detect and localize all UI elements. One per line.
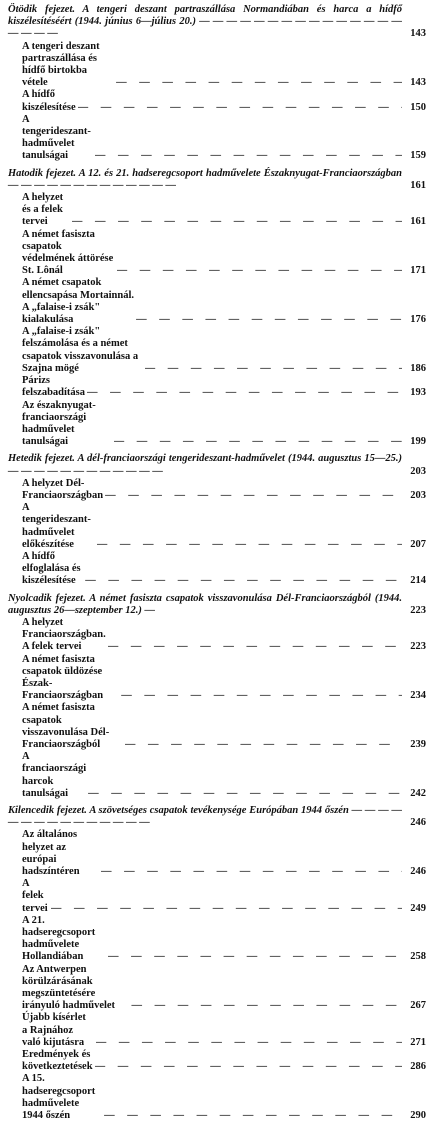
- toc-entry-page-number: 242: [410, 787, 426, 799]
- chapter-heading-text: Kilencedik fejezet. A szövetséges csapatok tevékenysége Európában 1944 őszén — — — — — — — — — — — — — — —: [8, 805, 402, 829]
- dash-leader: [97, 539, 402, 551]
- toc-entry-text: A franciaországi harcok tanulságai: [22, 751, 87, 799]
- dash-leader: [105, 490, 402, 502]
- toc-entry-text: Párizs felszabadítása: [22, 375, 85, 399]
- toc-entry: [8, 878, 426, 915]
- toc-entry-page-number: 258: [410, 951, 426, 963]
- toc-entry: [8, 702, 426, 751]
- toc-entry-page-number: 193: [410, 387, 426, 399]
- toc-entry-text: A helyzet Franciaországban. A felek tervei: [22, 616, 106, 653]
- toc-entry-page-number: 203: [410, 489, 426, 501]
- dash-leader: [117, 265, 402, 277]
- dash-leader: [78, 102, 402, 114]
- chapter-heading-text: Hetedik fejezet. A dél-franciaországi tengerideszant-hadművelet (1944. augusztus 15—25.) — — — — — — — — — — — —: [8, 453, 402, 477]
- toc-entry: [8, 375, 426, 399]
- toc-entry-text: Az általános helyzet az európai hadszíntéren: [22, 829, 80, 878]
- dash-leader: [131, 1000, 402, 1012]
- toc-entry: [8, 229, 426, 278]
- toc-entry: [8, 192, 426, 229]
- toc-entry: [8, 654, 426, 703]
- chapter-heading: [8, 453, 426, 477]
- chapter-heading-text: Ötödik fejezet. A tengeri deszant partraszállása Normandiában és harca a hídfő kiszélesítéséért (1944. június 6—július 20.) — — — — — — — — — — — — — — — — — — —: [8, 4, 402, 40]
- chapter-section: [8, 168, 426, 449]
- toc-entry: [8, 964, 426, 1013]
- toc-entry-page-number: 176: [410, 314, 426, 326]
- toc-entry-page-number: 286: [410, 1061, 426, 1073]
- toc-entry: [8, 41, 426, 90]
- toc-entry: [8, 502, 426, 551]
- toc-entry-page-number: 186: [410, 362, 426, 374]
- toc-entry-text: A német fasiszta csapatok védelmének áttörése St. Lônál: [22, 228, 114, 277]
- toc-entry-text: A német csapatok ellencsapása Mortainnál. A „falaise-i zsák" kialakulása: [22, 277, 134, 326]
- chapter-heading: [8, 593, 426, 617]
- dash-leader: [136, 314, 402, 326]
- chapter-heading-text: Nyolcadik fejezet. A német fasiszta csapatok visszavonulása Dél-Franciaországból (1944. augusztus 26—szeptember 12.) —: [8, 592, 402, 616]
- dash-leader: [116, 77, 402, 89]
- toc-entry-text: A német fasiszta csapatok visszavonulása Dél-Franciaországból: [22, 702, 110, 750]
- toc-entry-page-number: 161: [410, 216, 426, 228]
- chapter-section: [8, 805, 426, 1122]
- toc-entry-page-number: 249: [410, 902, 426, 914]
- toc-entry-page-number: 267: [410, 1000, 426, 1012]
- toc-entry: [8, 617, 426, 654]
- toc-entry-page-number: 290: [410, 1110, 426, 1122]
- dash-leader: [96, 1037, 402, 1049]
- toc-entry-page-number: 234: [410, 690, 426, 702]
- toc-entry-text: A tengeri deszant partraszállása és hídfő birtokba vétele: [22, 40, 100, 89]
- toc-entry-text: Az északnyugat-franciaországi hadművelet tanulságai: [22, 399, 96, 448]
- toc-entry: [8, 829, 426, 878]
- dash-leader: [125, 739, 402, 751]
- chapter-heading: [8, 4, 426, 41]
- chapter-section: [8, 593, 426, 800]
- dash-leader: [104, 1110, 402, 1122]
- dash-leader: [88, 788, 402, 800]
- chapter-page-number: 223: [410, 604, 426, 616]
- toc-entry-page-number: 214: [410, 575, 426, 587]
- toc-entry-text: A tengerideszant-hadművelet előkészítése: [22, 502, 91, 550]
- toc-entry-text: A helyzet és a felek tervei: [22, 192, 64, 228]
- toc-entry: [8, 400, 426, 449]
- toc-entry: [8, 551, 426, 588]
- chapter-page-number: 203: [410, 465, 426, 477]
- toc-entry-page-number: 150: [410, 101, 426, 113]
- dash-leader: [51, 903, 402, 915]
- toc-entry-page-number: 223: [410, 641, 426, 653]
- toc-entry-text: Az Antwerpen körülzárásának megszüntetésére irányuló hadművelet: [22, 963, 116, 1012]
- toc-entry-page-number: 246: [410, 866, 426, 878]
- chapter-heading: [8, 805, 426, 829]
- toc-entry-text: Eredmények és következtetések: [22, 1049, 93, 1073]
- toc-entry: [8, 1049, 426, 1073]
- dash-leader: [72, 216, 402, 228]
- toc-entry-page-number: 171: [410, 265, 426, 277]
- chapter-section: [8, 453, 426, 587]
- toc-entry-text: A helyzet Dél-Franciaországban: [22, 477, 104, 501]
- dash-leader: [85, 575, 402, 587]
- toc-entry-page-number: 143: [410, 77, 426, 89]
- toc-entry: [8, 326, 426, 375]
- toc-entry-text: A „falaise-i zsák" felszámolása és a német csapatok visszavonulása a Szajna mögé: [22, 326, 139, 374]
- toc-entry: [8, 89, 426, 113]
- toc-entry: [8, 1012, 426, 1049]
- dash-leader: [145, 363, 402, 375]
- toc-entry-text: Újabb kísérlet a Rajnához való kijutásra: [22, 1012, 86, 1048]
- dash-leader: [108, 641, 402, 653]
- dash-leader: [121, 690, 402, 702]
- toc-entry-page-number: 207: [410, 538, 426, 550]
- toc-entry-text: A 21. hadseregcsoport hadművelete Hollandiában: [22, 914, 96, 963]
- dash-leader: [108, 951, 402, 963]
- toc-entry-page-number: 159: [410, 150, 426, 162]
- dash-leader: [87, 387, 402, 399]
- dash-leader: [114, 436, 402, 448]
- toc-entry-text: A tengerideszant-hadművelet tanulságai: [22, 113, 91, 162]
- dash-leader: [95, 150, 402, 162]
- dash-leader: [101, 866, 402, 878]
- chapter-page-number: 161: [410, 179, 426, 191]
- toc-entry: [8, 1073, 426, 1122]
- dash-leader: [95, 1061, 402, 1073]
- toc-entry: [8, 277, 426, 326]
- chapter-page-number: 143: [410, 28, 426, 40]
- toc-entry: [8, 478, 426, 502]
- toc-entry-text: A hídfő kiszélesítése: [22, 89, 76, 113]
- toc-entry-page-number: 271: [410, 1036, 426, 1048]
- toc-entry: [8, 114, 426, 163]
- toc-entry: [8, 751, 426, 800]
- toc-entry-text: A hídfő elfoglalása és kiszélesítése: [22, 550, 81, 587]
- toc-entry-page-number: 199: [410, 436, 426, 448]
- chapter-heading: [8, 168, 426, 192]
- chapter-heading-text: Hatodik fejezet. A 12. és 21. hadseregcsoport hadművelete Északnyugat-Franciaországban — — — — — — — — — — — — —: [8, 167, 402, 191]
- toc-entry-text: A felek tervei: [22, 878, 48, 914]
- toc-entry-text: A 15. hadseregcsoport hadművelete 1944 őszén: [22, 1073, 96, 1122]
- chapter-section: [8, 4, 426, 163]
- toc-entry-page-number: 239: [410, 738, 426, 750]
- toc-entry: [8, 915, 426, 964]
- toc-entry-text: A német fasiszta csapatok üldözése Észak-Franciaországban: [22, 653, 104, 702]
- chapter-page-number: 246: [410, 817, 426, 829]
